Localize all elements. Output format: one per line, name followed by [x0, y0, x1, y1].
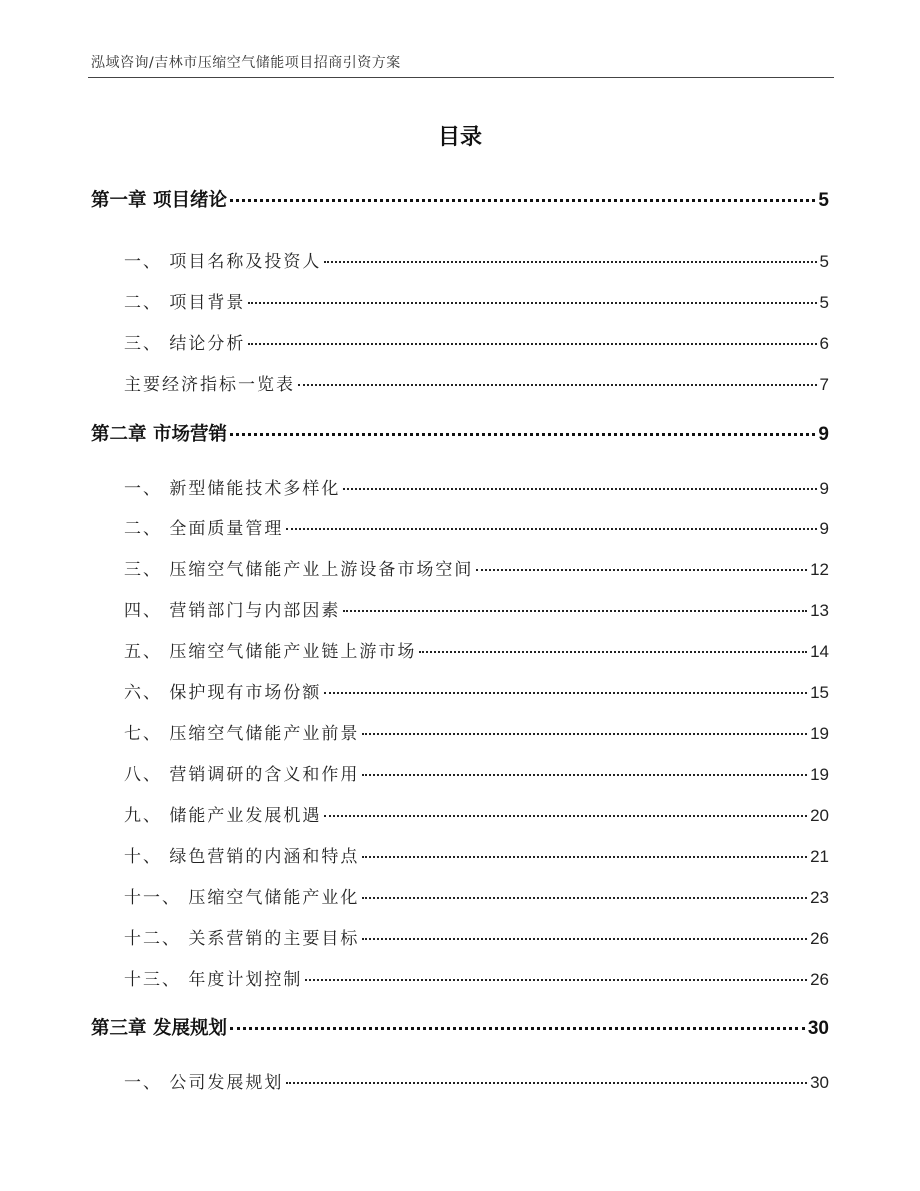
dot-leader: [362, 856, 807, 858]
toc-entry-page: 19: [810, 765, 829, 784]
toc-entry-label: 第一章 项目绪论: [91, 190, 227, 211]
toc-entry-page: 9: [819, 479, 829, 498]
toc-entry-label: 八、 营销调研的含义和作用: [124, 765, 360, 785]
toc-chapter-2[interactable]: [91, 420, 829, 446]
page-header: 泓域咨询/吉林市压缩空气储能项目招商引资方案: [91, 55, 401, 71]
dot-leader: [476, 569, 807, 571]
dot-leader: [305, 979, 807, 981]
toc-entry-page: 30: [807, 1018, 829, 1039]
dot-leader: [286, 1082, 807, 1084]
toc-entry-page: 6: [819, 334, 829, 353]
dot-leader: [298, 384, 817, 386]
toc-section[interactable]: [91, 678, 829, 703]
toc-entry-page: 5: [819, 252, 829, 271]
toc-section[interactable]: [91, 596, 829, 621]
toc-section[interactable]: [91, 637, 829, 662]
toc-entry-page: 5: [818, 190, 829, 211]
toc-entry-page: 19: [810, 724, 829, 743]
toc-entry-page: 30: [810, 1073, 829, 1092]
toc-section[interactable]: [91, 965, 829, 990]
toc-entry-label: 三、 结论分析: [124, 334, 246, 354]
dot-leader: [324, 815, 807, 817]
dot-leader: [248, 302, 816, 304]
dot-leader: [362, 897, 807, 899]
toc-entry-page: 26: [810, 929, 829, 948]
toc-section[interactable]: [91, 555, 829, 580]
toc-entry-label: 二、 项目背景: [124, 293, 246, 313]
toc-section[interactable]: [91, 842, 829, 867]
toc-section[interactable]: [91, 288, 829, 313]
toc-entry-label: 五、 压缩空气储能产业链上游市场: [124, 642, 417, 662]
toc-entry-page: 14: [810, 642, 829, 661]
dot-leader: [230, 433, 815, 436]
toc-entry-label: 六、 保护现有市场份额: [124, 683, 322, 703]
toc-entry-page: 26: [810, 970, 829, 989]
dot-leader: [324, 692, 807, 694]
toc-section[interactable]: [91, 474, 829, 499]
toc-entry-page: 21: [810, 847, 829, 866]
table-of-contents: [91, 0, 829, 1191]
dot-leader: [343, 488, 816, 490]
toc-entry-page: 5: [819, 293, 829, 312]
toc-entry-label: 二、 全面质量管理: [124, 519, 284, 539]
toc-section[interactable]: [91, 329, 829, 354]
toc-entry-label: 第三章 发展规划: [91, 1018, 227, 1039]
toc-entry-label: 一、 公司发展规划: [124, 1073, 284, 1093]
toc-entry-label: 十一、 压缩空气储能产业化: [124, 888, 360, 908]
toc-entry-label: 十二、 关系营销的主要目标: [124, 929, 360, 949]
toc-section[interactable]: [91, 760, 829, 785]
toc-entry-label: 一、 项目名称及投资人: [124, 252, 322, 272]
toc-entry-page: 23: [810, 888, 829, 907]
dot-leader: [230, 199, 815, 202]
toc-section[interactable]: [91, 370, 829, 395]
toc-entry-page: 12: [810, 560, 829, 579]
toc-entry-label: 十、 绿色营销的内涵和特点: [124, 847, 360, 867]
toc-entry-page: 9: [819, 519, 829, 538]
toc-entry-label: 主要经济指标一览表: [124, 375, 295, 395]
toc-section[interactable]: [91, 247, 829, 272]
toc-title: 目录: [437, 125, 482, 150]
dot-leader: [362, 733, 807, 735]
toc-section[interactable]: [91, 801, 829, 826]
dot-leader: [362, 774, 807, 776]
toc-entry-page: 20: [810, 806, 829, 825]
toc-entry-label: 七、 压缩空气储能产业前景: [124, 724, 360, 744]
dot-leader: [324, 261, 816, 263]
toc-section[interactable]: [91, 924, 829, 949]
toc-entry-page: 7: [819, 375, 829, 394]
toc-entry-page: 13: [810, 601, 829, 620]
dot-leader: [362, 938, 807, 940]
toc-entry-label: 十三、 年度计划控制: [124, 970, 303, 990]
dot-leader: [343, 610, 807, 612]
toc-entry-page: 9: [818, 424, 829, 445]
toc-chapter-3[interactable]: [91, 1014, 829, 1040]
dot-leader: [248, 343, 816, 345]
toc-section[interactable]: [91, 719, 829, 744]
toc-entry-label: 九、 储能产业发展机遇: [124, 806, 322, 826]
toc-entry-label: 第二章 市场营销: [91, 424, 227, 445]
toc-entry-page: 15: [810, 683, 829, 702]
dot-leader: [230, 1027, 805, 1030]
toc-chapter-1[interactable]: [91, 186, 829, 212]
toc-entry-label: 一、 新型储能技术多样化: [124, 479, 341, 499]
toc-entry-label: 四、 营销部门与内部因素: [124, 601, 341, 621]
dot-leader: [419, 651, 807, 653]
toc-section[interactable]: [91, 883, 829, 908]
dot-leader: [286, 528, 816, 530]
toc-entry-label: 三、 压缩空气储能产业上游设备市场空间: [124, 560, 474, 580]
toc-section[interactable]: [91, 514, 829, 539]
toc-section[interactable]: [91, 1068, 829, 1093]
